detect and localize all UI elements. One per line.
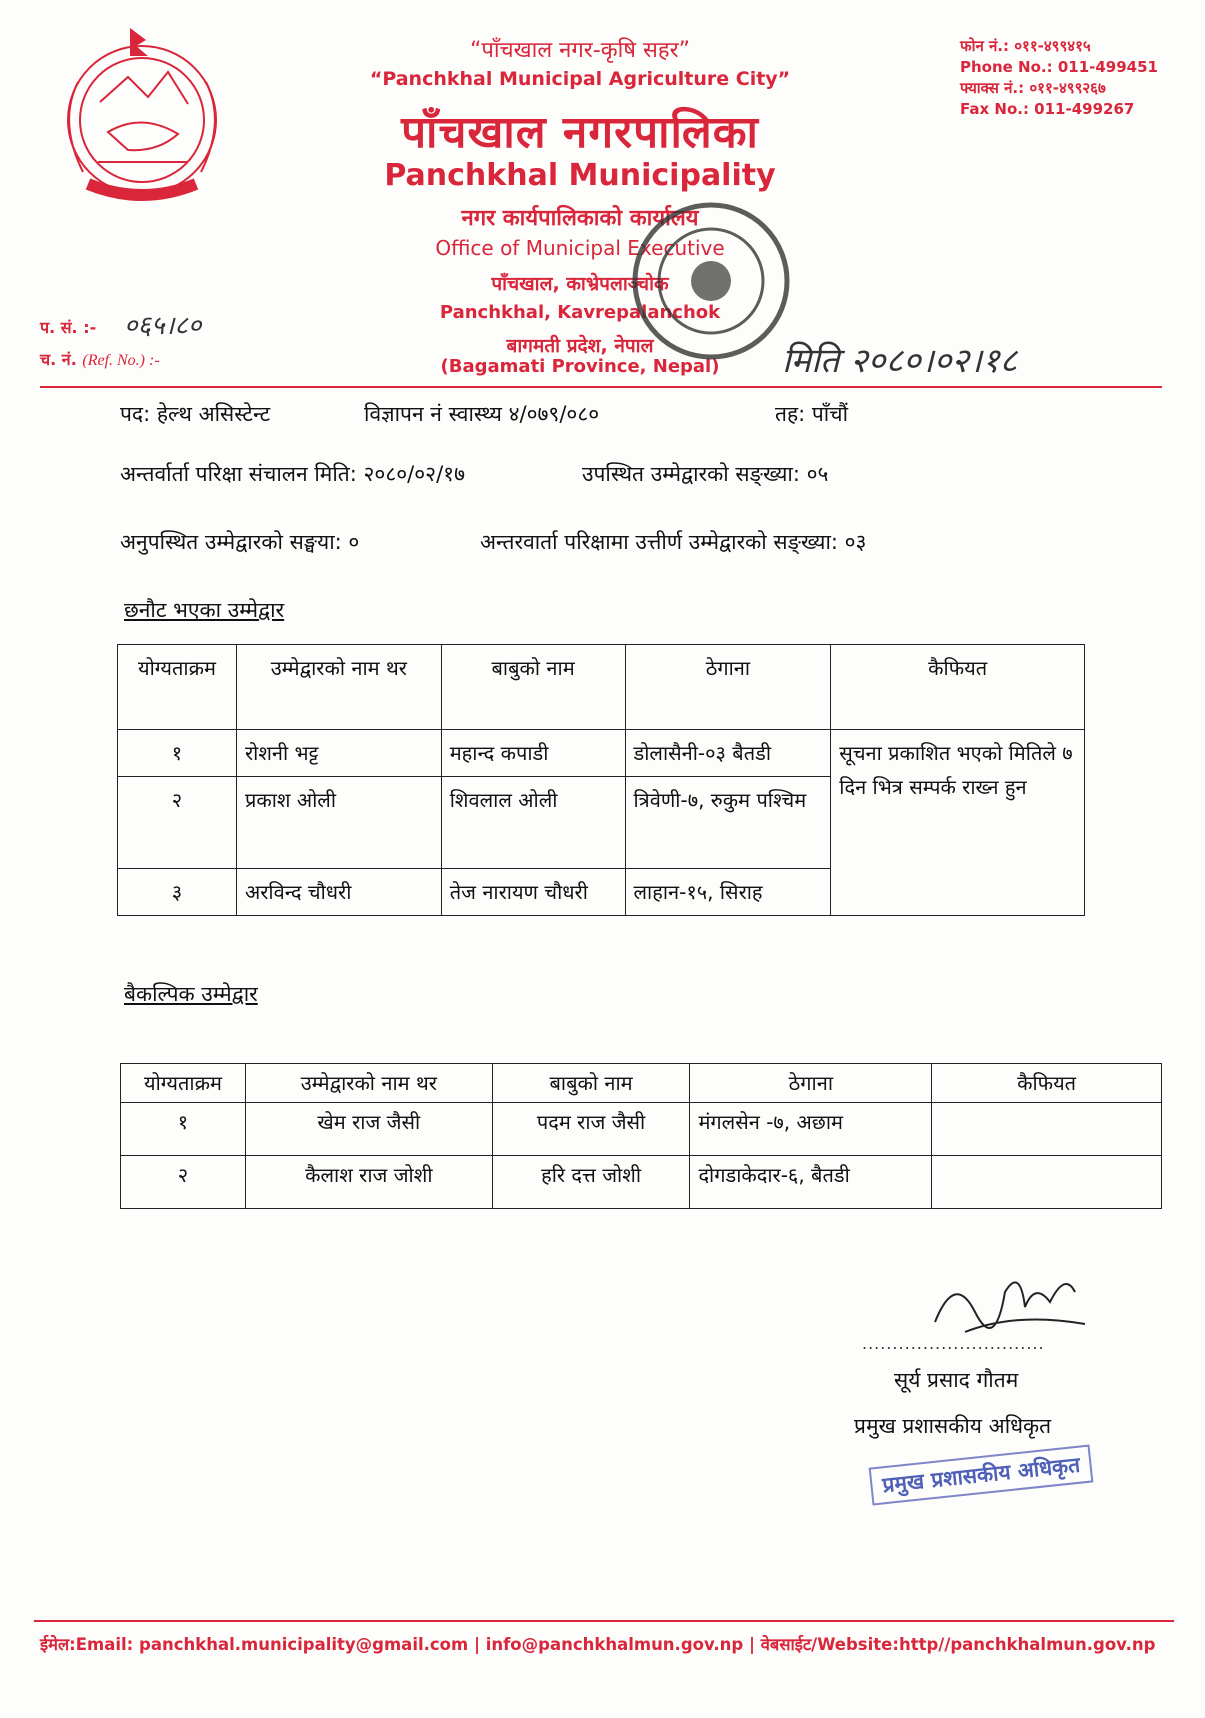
address-cell: दोगडाकेदार-६, बैतडी <box>690 1156 932 1209</box>
col-father: बाबुको नाम <box>441 645 625 730</box>
col-address: ठेगाना <box>690 1064 932 1103</box>
municipality-name-english: Panchkhal Municipality <box>384 158 776 193</box>
address-english: Panchkhal, Kavrepalanchok <box>439 302 721 323</box>
signature-dots: .............................. <box>862 1334 1045 1353</box>
phone-nepali: फोन नं.: ०११-४९९४१५ <box>960 37 1091 55</box>
motto-english: “Panchkhal Municipal Agriculture City” <box>369 68 791 90</box>
address-cell: मंगलसेन -७, अछाम <box>690 1103 932 1156</box>
selected-heading: छनौट भएका उम्मेद्वार <box>124 598 285 622</box>
col-name: उम्मेद्वारको नाम थर <box>245 1064 492 1103</box>
rank-cell: २ <box>121 1156 246 1209</box>
col-remark: कैफियत <box>831 645 1085 730</box>
father-cell: तेज नारायण चौधरी <box>441 869 625 916</box>
present-count: उपस्थित उम्मेद्वारको सङ्ख्या: ०५ <box>582 462 829 486</box>
father-cell: हरि दत्त जोशी <box>492 1156 690 1209</box>
table-row <box>121 1156 1162 1209</box>
col-rank: योग्यताक्रम <box>118 645 237 730</box>
table-header-row <box>118 645 1085 730</box>
post-line: पद: हेल्थ असिस्टेन्ट <box>120 402 271 426</box>
nepal-emblem-logo <box>38 22 256 212</box>
name-cell: कैलाश राज जोशी <box>245 1156 492 1209</box>
contact-block <box>960 36 1158 120</box>
address-cell: लाहान-१५, सिराह <box>625 869 831 916</box>
father-cell: महान्द कपाडी <box>441 730 625 777</box>
fax-nepali: फ्याक्स नं.: ०११-४९९२६७ <box>960 79 1106 97</box>
signer-name: सूर्य प्रसाद गौतम <box>894 1368 1019 1392</box>
name-cell: अरविन्द चौधरी <box>236 869 441 916</box>
fax-english: Fax No.: 011-499267 <box>960 100 1135 118</box>
col-name: उम्मेद्वारको नाम थर <box>236 645 441 730</box>
selected-candidates-table <box>117 644 1085 916</box>
address-cell: त्रिवेणी-७, रुकुम पश्चिम <box>625 777 831 869</box>
signer-title: प्रमुख प्रशासकीय अधिकृत <box>854 1414 1052 1438</box>
name-cell: प्रकाश ओली <box>236 777 441 869</box>
office-nepali: नगर कार्यपालिकाको कार्यालय <box>461 206 699 231</box>
letter-no-label: प. सं. :- <box>40 318 97 337</box>
ref-no-english: (Ref. No.) :- <box>82 352 160 369</box>
province-english: (Bagamati Province, Nepal) <box>440 356 720 377</box>
alternate-heading: बैकल्पिक उम्मेद्वार <box>124 982 258 1006</box>
interview-date: अन्तर्वार्ता परिक्षा संचालन मिति: २०८०/०२/१७ <box>120 462 466 486</box>
letter-no-handwritten: ०६५।८० <box>124 311 202 341</box>
rank-cell: ३ <box>118 869 237 916</box>
level-line: तह: पाँचौं <box>775 402 849 426</box>
table-header-row <box>121 1064 1162 1103</box>
motto-nepali: “पाँचखाल नगर-कृषि सहर” <box>470 38 690 63</box>
name-cell: खेम राज जैसी <box>245 1103 492 1156</box>
footer-divider <box>34 1620 1174 1622</box>
absent-count: अनुपस्थित उम्मेद्वारको सङ्घया: ० <box>120 530 360 554</box>
municipality-name-nepali: पाँचखाल नगरपालिका <box>401 107 759 158</box>
advert-number: विज्ञापन नं स्वास्थ्य ४/०७९/०८० <box>364 402 600 426</box>
office-english: Office of Municipal Executive <box>435 236 725 260</box>
dispatch-label: च. नं. <box>40 350 77 369</box>
phone-english: Phone No.: 011-499451 <box>960 58 1158 76</box>
province-nepali: बागमती प्रदेश, नेपाल <box>506 335 654 357</box>
col-address: ठेगाना <box>625 645 831 730</box>
remark-cell: सूचना प्रकाशित भएको मितिले ७ दिन भित्र सम्पर्क राख्न हुन <box>831 730 1085 916</box>
header-divider <box>40 386 1162 388</box>
address-nepali: पाँचखाल, काभ्रेपलाञ्चोक <box>491 273 669 295</box>
col-remark: कैफियत <box>932 1064 1162 1103</box>
father-cell: पदम राज जैसी <box>492 1103 690 1156</box>
remark-cell <box>932 1156 1162 1209</box>
col-father: बाबुको नाम <box>492 1064 690 1103</box>
rank-cell: २ <box>118 777 237 869</box>
rank-cell: १ <box>118 730 237 777</box>
designation-stamp: प्रमुख प्रशासकीय अधिकृत <box>869 1444 1094 1505</box>
date-handwritten: मिति २०८०।०२।१८ <box>782 341 1018 381</box>
footer-contact: ईमेल:Email: panchkhal.municipality@gmail.com | info@panchkhalmun.gov.np | वेबसाईट/Website:http//panchkhalmun.gov.np <box>40 1635 1156 1654</box>
father-cell: शिवलाल ओली <box>441 777 625 869</box>
handwritten-signature <box>925 1262 1095 1342</box>
address-cell: डोलासैनी-०३ बैतडी <box>625 730 831 777</box>
col-rank: योग्यताक्रम <box>121 1064 246 1103</box>
remark-cell <box>932 1103 1162 1156</box>
name-cell: रोशनी भट्ट <box>236 730 441 777</box>
table-row <box>121 1103 1162 1156</box>
alternate-candidates-table <box>120 1063 1162 1209</box>
passed-count: अन्तरवार्ता परिक्षामा उत्तीर्ण उम्मेद्वारको सङ्ख्या: ०३ <box>480 530 867 554</box>
rank-cell: १ <box>121 1103 246 1156</box>
office-seal-stamp <box>626 196 796 366</box>
table-row <box>118 730 1085 777</box>
